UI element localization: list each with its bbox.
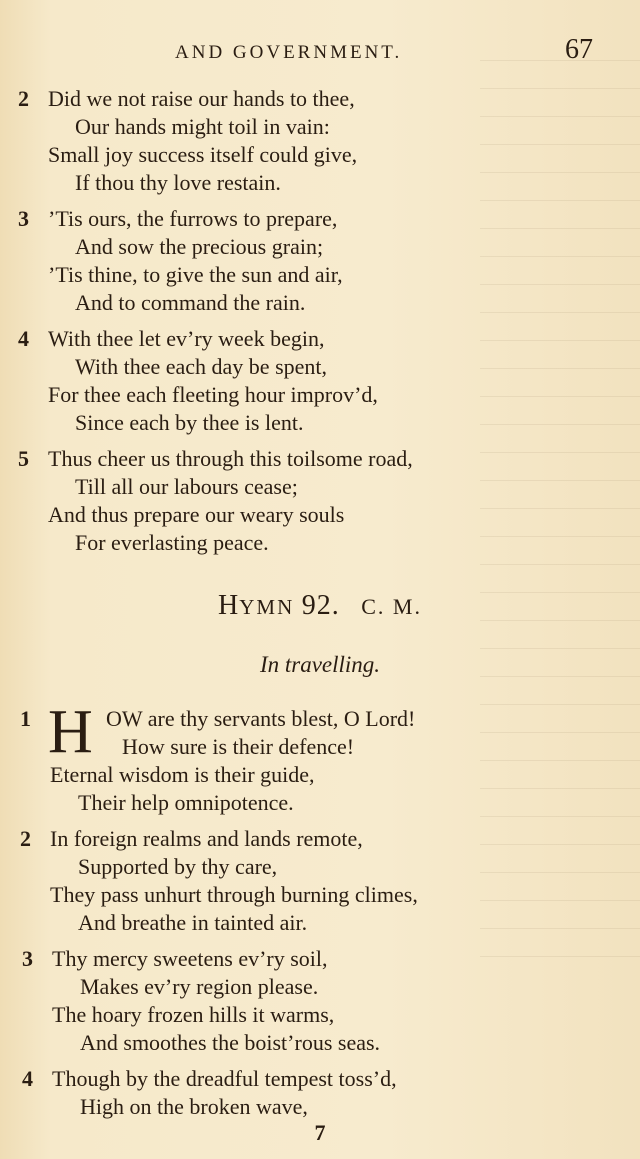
page-number: 67	[565, 34, 593, 65]
verse-line: Though by the dreadful tempest toss’d,	[52, 1066, 397, 1091]
signature-mark: 7	[314, 1120, 326, 1145]
verse-line: And sow the precious grain;	[75, 234, 324, 259]
stanza-number: 3	[22, 946, 33, 971]
running-head: AND GOVERNMENT.	[175, 42, 403, 63]
stanza-number: 2	[18, 86, 29, 111]
verse-line: Their help omnipotence.	[78, 790, 294, 815]
verse-line: For thee each fleeting hour improv’d,	[48, 382, 378, 407]
verse-line: Did we not raise our hands to thee,	[48, 86, 355, 111]
verse-line: With thee let ev’ry week begin,	[48, 326, 325, 351]
hymn-subtitle: In travelling.	[259, 652, 381, 677]
verse-line: If thou thy love restain.	[75, 170, 281, 195]
verse-line: And thus prepare our weary souls	[48, 502, 345, 527]
verse-line: ’Tis ours, the furrows to prepare,	[48, 206, 338, 231]
drop-cap: H	[48, 698, 93, 766]
page-header	[0, 34, 640, 70]
hymn-title: HYMN 92. C. M.	[218, 590, 422, 621]
verse-line: Our hands might toil in vain:	[75, 114, 330, 139]
stanza-number: 4	[18, 326, 29, 351]
verse-line: And to command the rain.	[75, 290, 306, 315]
verse-line: Thy mercy sweetens ev’ry soil,	[52, 946, 328, 971]
verse-line: Makes ev’ry region please.	[80, 974, 319, 999]
verse-line: Supported by thy care,	[78, 854, 278, 879]
stanza-number: 5	[18, 446, 29, 471]
stanza-number: 3	[18, 206, 29, 231]
stanza-number: 1	[20, 706, 31, 731]
verse-line: Small joy success itself could give,	[48, 142, 358, 167]
hymn-meter: C. M.	[361, 594, 422, 619]
verse-line: Eternal wisdom is their guide,	[50, 762, 315, 787]
verse-line: And breathe in tainted air.	[78, 910, 308, 935]
verse-line: In foreign realms and lands remote,	[50, 826, 363, 851]
verse-line: For everlasting peace.	[75, 530, 269, 555]
verse-line: The hoary frozen hills it warms,	[52, 1002, 335, 1027]
stanza-number: 2	[20, 826, 31, 851]
bleed-through-texture	[480, 60, 640, 960]
verse-line: High on the broken wave,	[80, 1094, 308, 1119]
verse-line: How sure is their defence!	[122, 734, 355, 759]
hymn-number: 92.	[301, 590, 340, 621]
verse-line: With thee each day be spent,	[75, 354, 328, 379]
verse-line: ’Tis thine, to give the sun and air,	[48, 262, 343, 287]
verse-line: OW are thy servants blest, O Lord!	[106, 706, 416, 731]
verse-line: Since each by thee is lent.	[75, 410, 304, 435]
verse-line: And smoothes the boist’rous seas.	[80, 1030, 381, 1055]
verse-line: Thus cheer us through this toilsome road,	[48, 446, 413, 471]
stanza-number: 4	[22, 1066, 33, 1091]
verse-line: Till all our labours cease;	[75, 474, 298, 499]
verse-line: They pass unhurt through burning climes,	[50, 882, 418, 907]
